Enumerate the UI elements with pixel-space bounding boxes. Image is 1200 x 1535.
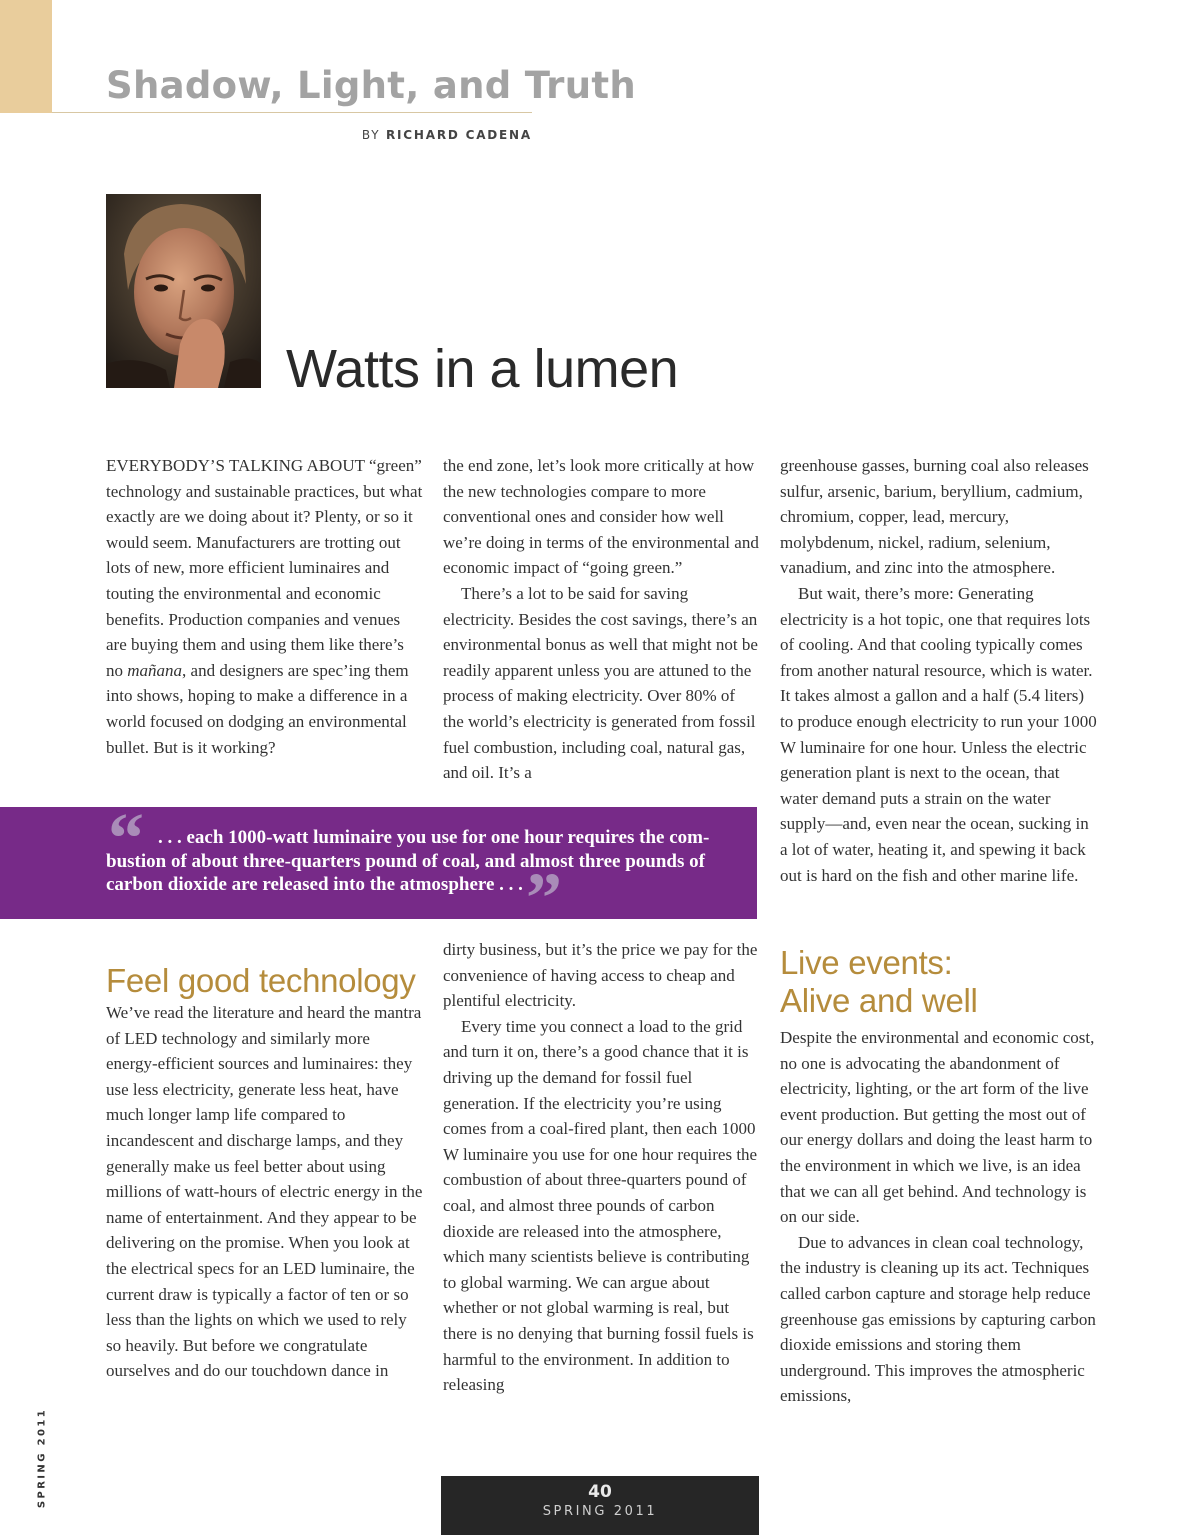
title-divider [52,112,532,113]
intro-italic-word: mañana [127,660,183,680]
section-heading-line-2: Alive and well [780,982,978,1019]
section-heading-live-events [780,944,1100,1020]
section-heading-feel-good: Feel good technology [106,962,416,999]
column-title: Shadow, Light, and Truth [106,64,636,107]
column-3-top [780,453,1098,888]
byline-prefix: BY [361,128,381,142]
body-paragraph: dirty business, but it’s the price we pay for the convenience of having access to cheap and plentiful electricity. [443,940,758,1011]
column-2-top [443,453,759,786]
byline [362,128,532,142]
intro-text-part1: “green” technology and sustainable practices, but what exactly are we doing about it? Plenty, or so it would seem. Manufacturers are trotting out lots of new, more efficient luminaires and touting the environmental and economic benefits. Production companies and venues are buying them and using them like there’s no [106,456,423,680]
page-number: 40 [588,1482,612,1502]
body-paragraph: There’s a lot to be said for saving electricity. Besides the cost savings, there’s an environmental bonus as well that might not be readily apparent unless you are attuned to the process of making electricity. Over 80% of the world’s electricity is generated from fossil fuel combustion, including coal, natural gas, and oil. It’s a [443,583,758,783]
author-name: RICHARD CADENA [385,128,532,142]
close-quote-mark: ” [526,858,562,938]
body-paragraph: greenhouse gasses, burning coal also releases sulfur, arsenic, barium, beryllium, cadmium, chromium, copper, lead, mercury, molybdenum, nickel, radium, selenium, vanadium, and zinc into the atmosphere. [780,456,1089,578]
author-photo [106,194,261,388]
column-1-top [106,453,424,760]
body-paragraph: We’ve read the literature and heard the mantra of LED technology and similarly more energy-efficient sources and luminaires: they use less electricity, generate less heat, have much longer lamp life compared to incandescent and discharge lamps, and they generally make us feel better about using millions of watt-hours of electric energy in the name of entertainment. And they appear to be delivering on the promise. When you look at the electrical specs for an LED luminaire, the current draw is typically a factor of ten or so less than the lights on which we used to rely so heavily. But before we congratulate ourselves and do our touchdown dance in [106,1003,423,1381]
body-paragraph: Every time you connect a load to the grid and turn it on, there’s a good chance that it is driving up the demand for fossil fuel generation. If the electricity you’re using comes from a coal-fired plant, then each 1000 W luminaire you use for one hour requires the combustion of about three-quarters pound of coal, and almost three pounds of carbon dioxide are released into the atmosphere, which many scientists believe is contributing to global warming. We can argue about whether or not global warming is real, but there is no denying that burning fossil fuels is harmful to the environment. In addition to releasing [443,1016,758,1395]
header-accent-tab [0,0,52,113]
open-quote-mark: “ [108,798,144,878]
article-headline: Watts in a lumen [286,339,679,399]
side-issue-label: SPRING 2011 [36,1407,48,1509]
section-heading-line-1: Live events: [780,944,953,981]
footer-issue-label: SPRING 2011 [542,1504,658,1519]
body-paragraph: But wait, there’s more: Generating electricity is a hot topic, one that requires lots of cooling. And that cooling typically comes from another natural resource, which is water. It takes almost a gallon and a half (5.4 liters) to produce enough electricity to run your 1000 W luminaire for one hour. Unless the electric generation plant is next to the ocean, that water demand puts a strain on the water supply—and, even near the ocean, sucking in a lot of water, heating it, and spewing it back out is hard on the fish and other marine life. [780,583,1097,885]
body-paragraph: the end zone, let’s look more critically at how the new technologies compare to more conventional ones and consider how well we’re doing in terms of the environmental and economic impact of “going green.” [443,456,759,578]
column-1-bottom [106,1000,424,1384]
intro-paragraph [106,453,424,760]
column-2-bottom [443,937,759,1398]
body-paragraph: Due to advances in clean coal technology, the industry is cleaning up its act. Techniques called carbon capture and storage help reduce greenhouse gas emissions by capturing carbon dioxide emissions and storing them underground. This improves the atmospheric emissions, [780,1232,1096,1406]
pullquote-text [106,826,726,897]
column-3-bottom [780,1025,1098,1409]
body-paragraph: Despite the environmental and economic cost, no one is advocating the abandonment of electricity, lighting, or the art form of the live event production. But getting the most out of our energy dollars and doing the least harm to the environment in which we live, is an idea that we can all get behind. And technology is on our side. [780,1028,1095,1227]
pullquote-body: . . . each 1000-watt luminaire you use for one hour requires the com- bustion of about three-quarters pound of coal, and almost three pounds of carbon dioxide are released into the atmosphere . . . [106,827,710,895]
page-footer [441,1476,759,1535]
intro-text-part2: , and designers are spec’ing them into shows, hoping to make a difference in a world focused on dodging an environmental bullet. But is it working? [106,660,409,757]
intro-lead-caps: EVERYBODY’S TALKING ABOUT [106,456,365,475]
